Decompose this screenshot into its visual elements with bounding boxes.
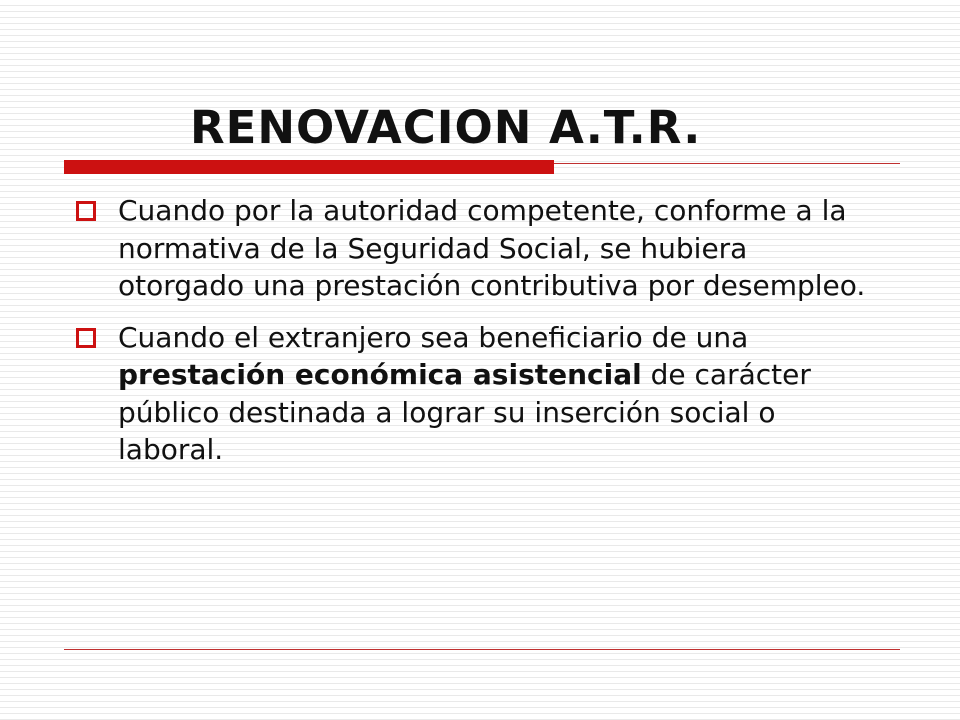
- footer-rule: [64, 649, 900, 650]
- bullet-text-1: [118, 194, 865, 302]
- bullet-list: [76, 192, 876, 483]
- title-underline-rule: [554, 163, 900, 164]
- hollow-square-bullet-icon: [76, 328, 96, 348]
- hollow-square-bullet-icon: [76, 201, 96, 221]
- bullet-2-segment-1: Cuando el extranjero sea beneficiario de una: [118, 320, 749, 354]
- bullet-2-segment-3: de carácter público destinada a lograr su inserción social o laboral.: [118, 358, 811, 466]
- slide-title: RENOVACION A.T.R.: [190, 101, 702, 154]
- bullet-item-1: [76, 192, 876, 305]
- title-accent-bar: [64, 160, 554, 174]
- bullet-2-bold-segment: prestación económica asistencial: [118, 358, 642, 391]
- bullet-1-segment-1: Cuando por la autoridad competente, conforme a la normativa de la Seguridad Social, se hubiera otorgado una prestación contributiva por desempleo.: [118, 194, 866, 302]
- bullet-item-2: [76, 319, 876, 469]
- bullet-text-2: [118, 321, 811, 467]
